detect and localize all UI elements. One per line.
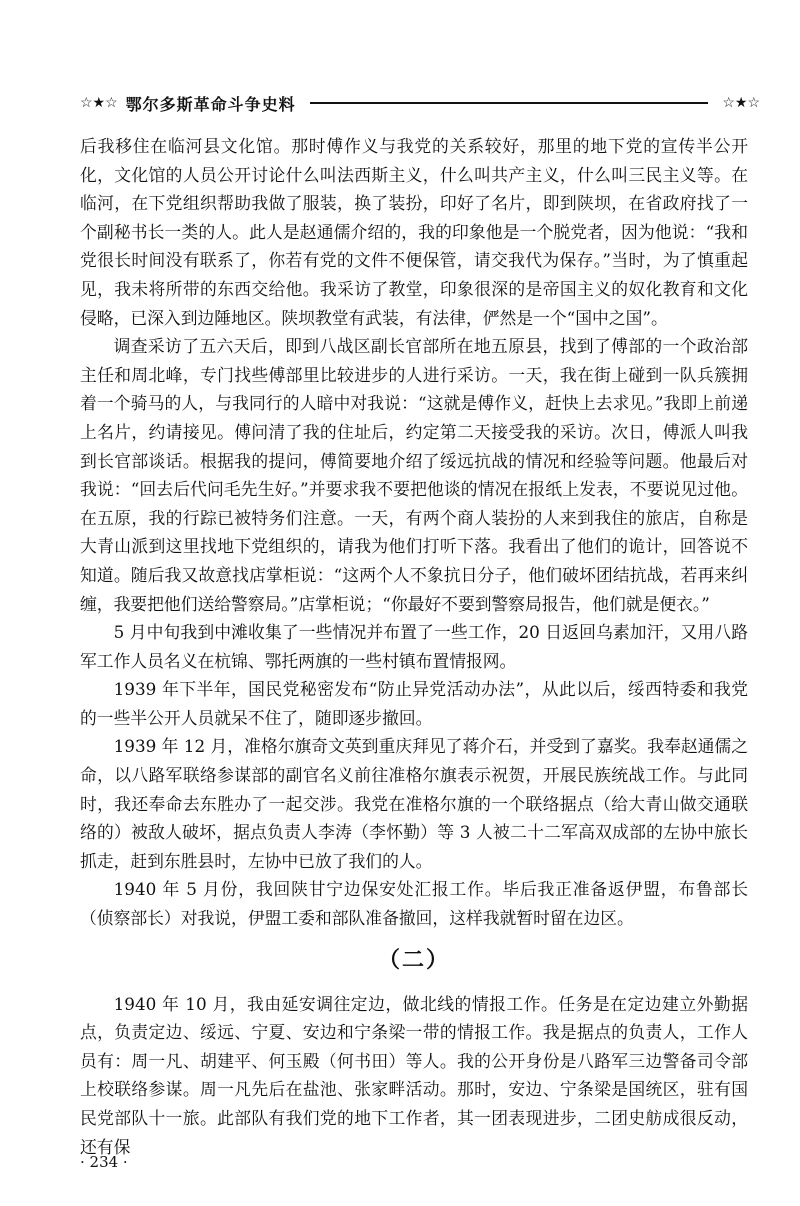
header-title: 鄂尔多斯革命斗争史料 [125,94,296,114]
section-heading: （二） [377,947,450,973]
body-text [80,132,748,1161]
header-stars-right: ☆★☆ [722,95,760,111]
page-number: · 234 · [80,1153,128,1171]
paragraph: 1940 年 10 月，我由延安调往定边，做北线的情报工作。任务是在定边建立外勤据点，负责定边、绥远、宁夏、安边和宁条梁一带的情报工作。我是据点的负责人，工作人员有：周一凡、胡建平、何玉殿（何书田）等人。我的公开身份是八路军三边警备司令部上校联络参谋。周一凡先后在盐池、张家畔活动。那时，安边、宁条梁是国统区，驻有国民党部队十一旅。此部队有我们党的地下工作者，其一团表现进步，二团史舫成很反动，还有保 [80,993,748,1157]
header-stars-left: ☆★☆ [80,95,118,111]
paragraph: 1940 年 5 月份，我回陕甘宁边保安处汇报工作。毕后我正准备返伊盟，布鲁部长（侦察部长）对我说，伊盟工委和部队准备撤回，这样我就暂时留在边区。 [80,879,748,929]
paragraph: 5 月中旬我到中滩收集了一些情况并布置了一些工作，20 日返回乌素加汗，又用八路军工作人员名义在杭锦、鄂托两旗的一些村镇布置情报网。 [80,622,748,671]
running-header [80,91,760,115]
paragraph: 调查采访了五六天后，即到八战区副长官部所在地五原县，找到了傅部的一个政治部主任和周北峰，专门找些傅部里比较进步的人进行采访。一天，我在街上碰到一队兵簇拥着一个骑马的人，与我同行的人暗中对我说：“这就是傅作义，赶快上去求见。”我即上前递上名片，约请接见。傅问清了我的住址后，约定第二天接受我的采访。次日，傅派人叫我到长官部谈话。根据我的提问，傅简要地介绍了绥远抗战的情况和经验等问题。他最后对我说：“回去后代问毛先生好。”并要求我不要把他谈的情况在报纸上发表，不要说见过他。在五原，我的行踪已被特务们注意。一天，有两个商人装扮的人来到我住的旅店，自称是大青山派到这里找地下党组织的，请我为他们打听下落。我看出了他们的诡计，回答说不知道。随后我又故意找店掌柜说：“这两个人不象抗日分子，他们破坏团结抗战，若再来纠缠，我要把他们送给警察局。”店掌柜说；“你最好不要到警察局报告，他们就是便衣。” [80,336,748,614]
paragraph: 1939 年下半年，国民党秘密发布“防止异党活动办法”，从此以后，绥西特委和我党的一些半公开人员就呆不住了，随即逐步撤回。 [80,679,748,728]
header-rule [310,102,709,104]
paragraph: 后我移住在临河县文化馆。那时傅作义与我党的关系较好，那里的地下党的宣传半公开化，文化馆的人员公开讨论什么叫法西斯主义，什么叫共产主义，什么叫三民主义等。在临河，在下党组织帮助我做了服装，换了装扮，印好了名片，即到陕坝，在省政府找了一个副秘书长一类的人。此人是赵通儒介绍的，我的印象他是一个脱党者，因为他说：“我和党很长时间没有联系了，你若有党的文件不便保管，请交我代为保存。”当时，为了慎重起见，我未将所带的东西交给他。我采访了教堂，印象很深的是帝国主义的奴化教育和文化侵略，已深入到边陲地区。陕坝教堂有武装，有法律，俨然是一个“国中之国”。 [80,136,748,328]
paragraph: 1939 年 12 月，准格尔旗奇文英到重庆拜见了蒋介石，并受到了嘉奖。我奉赵通儒之命，以八路军联络参谋部的副官名义前往准格尔旗表示祝贺，开展民族统战工作。与此同时，我还奉命去东胜办了一起交涉。我党在准格尔旗的一个联络据点（给大青山做交通联络的）被敌人破坏，据点负责人李涛（李怀勤）等 3 人被二十二军高双成部的左协中旅长抓走，赶到东胜县时，左协中已放了我们的人。 [80,736,748,871]
